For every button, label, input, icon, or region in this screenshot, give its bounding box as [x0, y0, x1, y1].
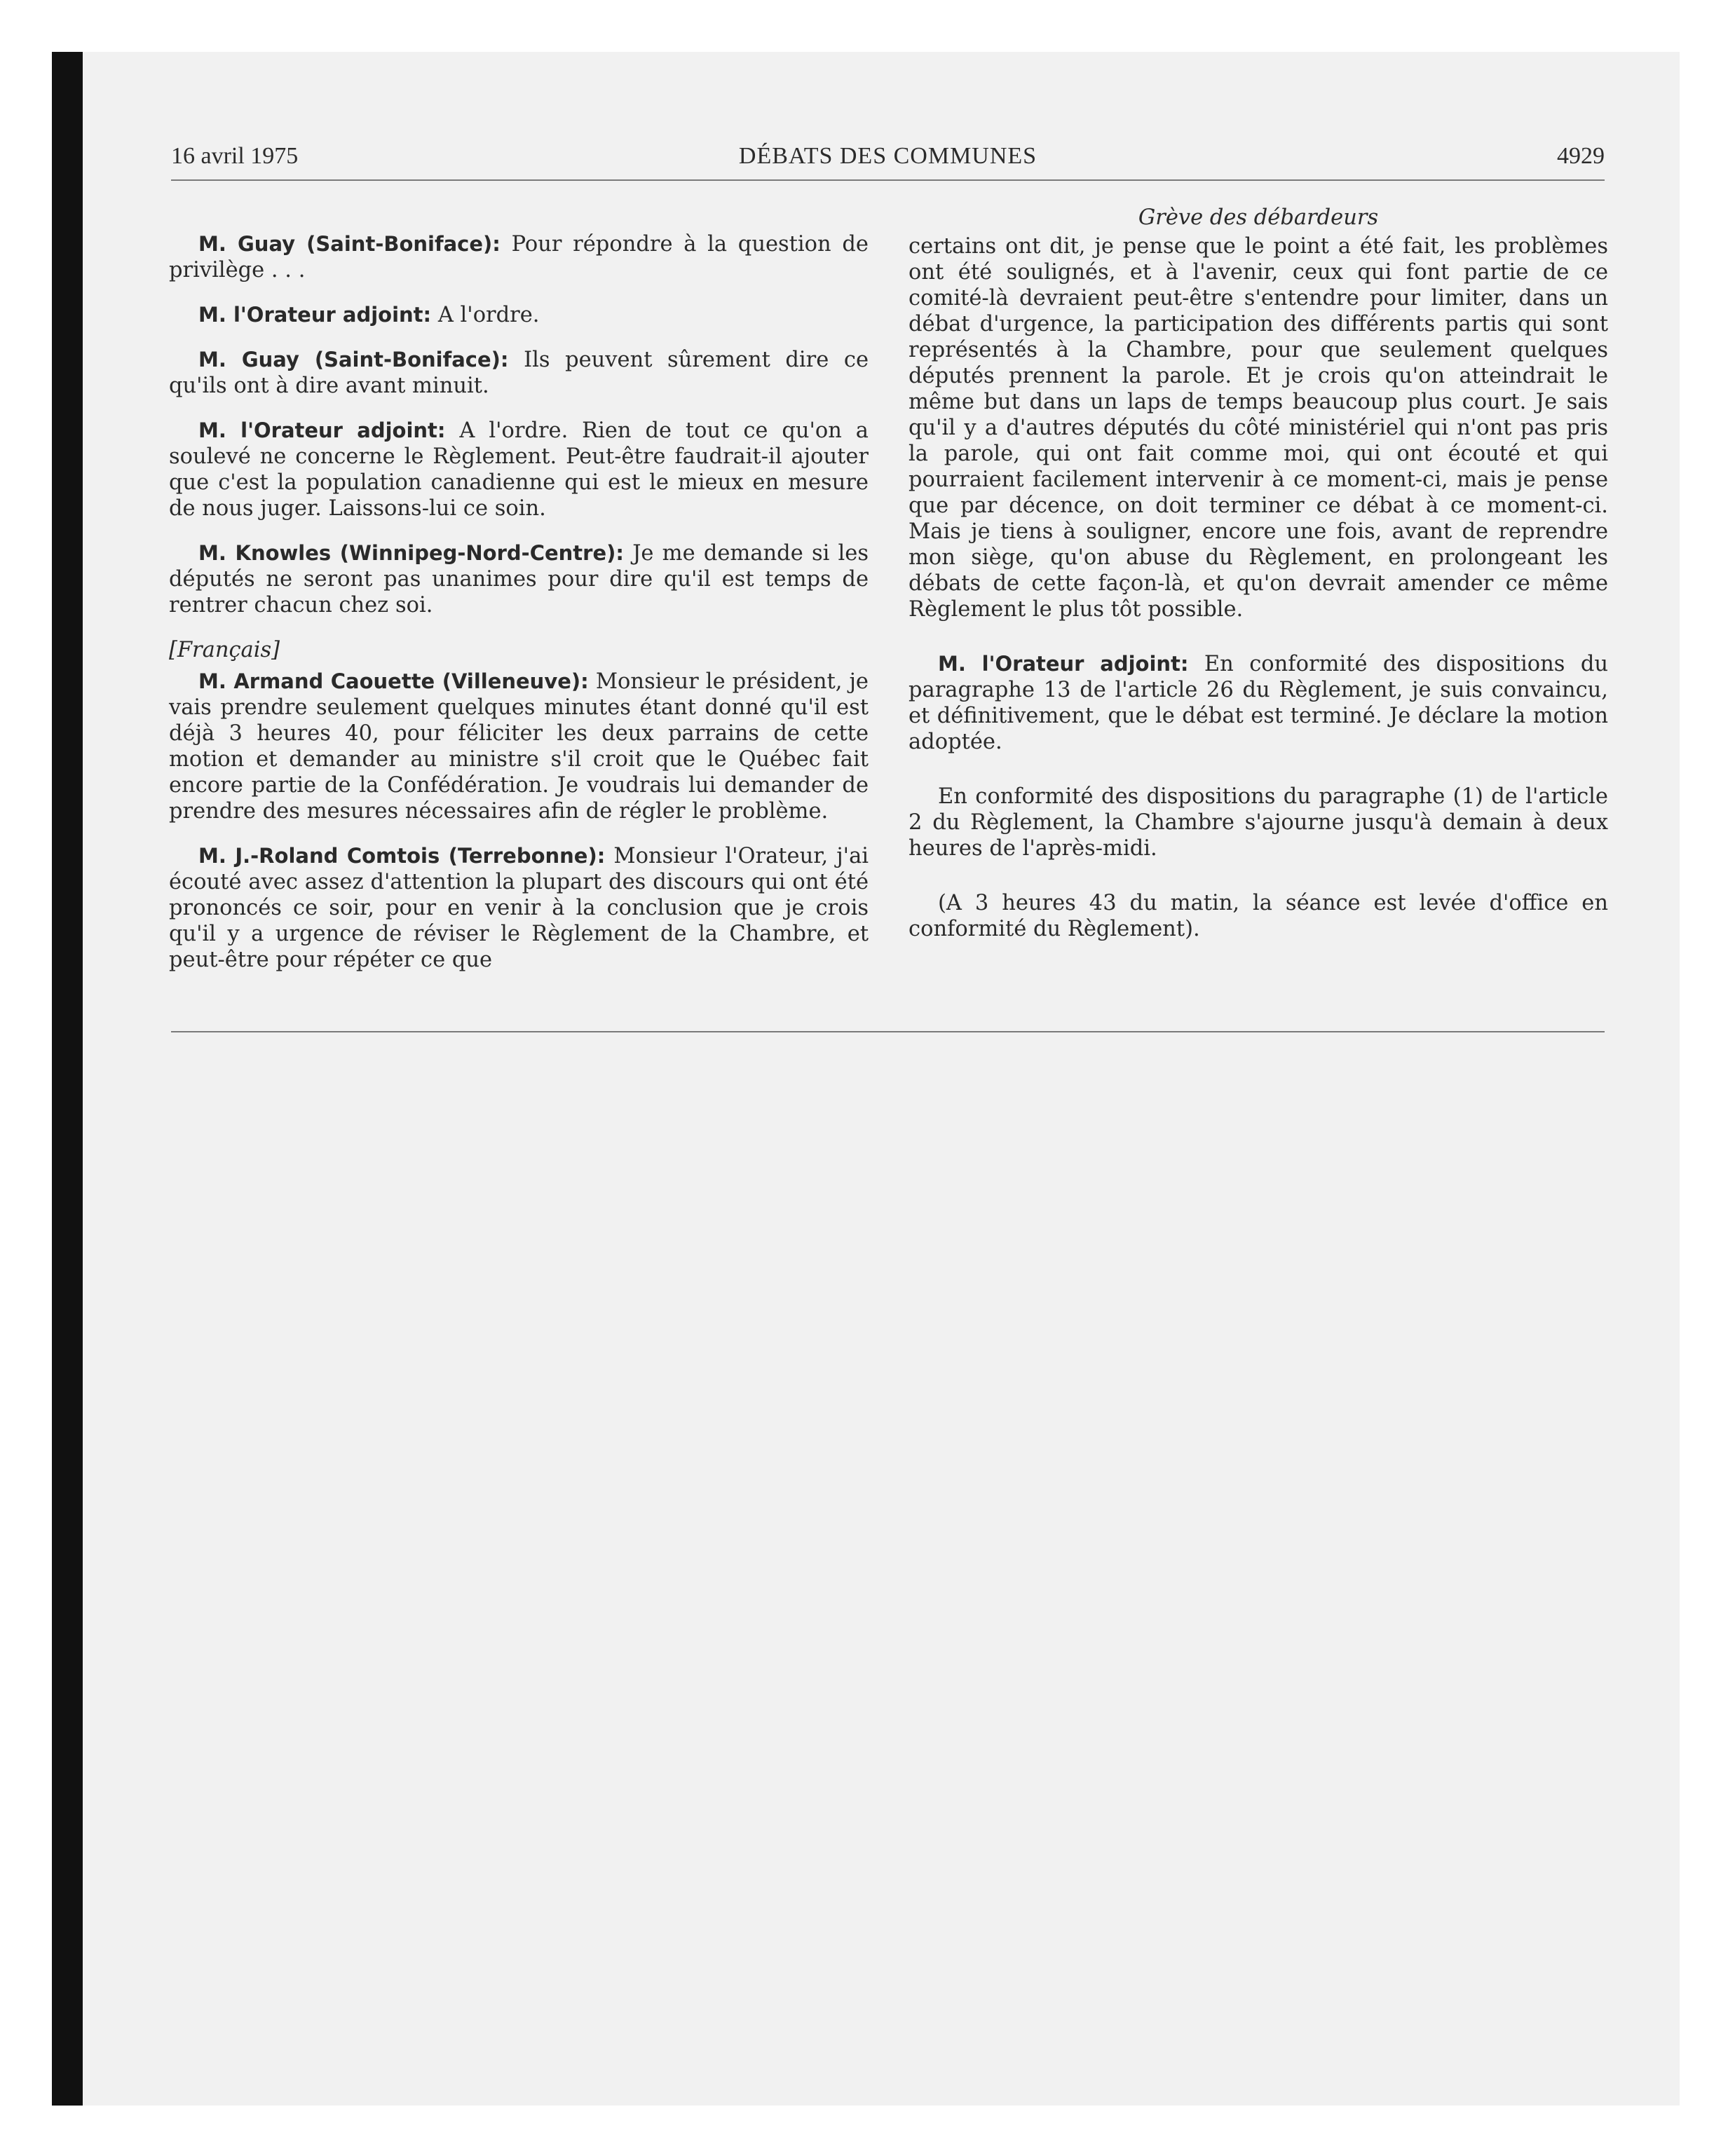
- speech-text: Je me demande si les députés ne seront pas unanimes pour dire qu'il est temps de rentrer chacun chez soi.: [169, 541, 869, 618]
- speech-text: En conformité des dispositions du paragraphe 13 de l'article 26 du Règlement, je suis convaincu, et définitivement, que le débat est terminé. Je déclare la motion adoptée.: [909, 652, 1608, 754]
- speech-text: A l'ordre. Rien de tout ce qu'on a soulevé ne concerne le Règlement. Peut-être faudrait-il ajouter que c'est la population canadienne qui est le mieux en mesure de nous juger. Laissons-lui ce soin.: [169, 418, 869, 521]
- speaker-name: M. J.-Roland Comtois (Terrebonne):: [198, 844, 606, 868]
- speech-text: Monsieur l'Orateur, j'ai écouté avec assez d'attention la plupart des discours qui ont été prononcés ce soir, pour en venir à la conclusion que je crois qu'il y a urgence de réviser le Règlement de la Chambre, et peut-être pour répéter ce que: [169, 844, 869, 972]
- paragraph: [909, 651, 1608, 755]
- paragraph: [169, 540, 869, 618]
- running-head: Grève des débardeurs: [1138, 205, 1379, 230]
- right-column: [909, 205, 1608, 961]
- speaker-name: M. Knowles (Winnipeg-Nord-Centre):: [198, 541, 624, 565]
- paragraph: [169, 347, 869, 399]
- paragraph: [169, 669, 869, 824]
- paragraph: [169, 302, 869, 328]
- paragraph: (A 3 heures 43 du matin, la séance est levée d'office en conformité du Règlement).: [909, 891, 1608, 941]
- header-date: 16 avril 1975: [171, 143, 299, 169]
- paragraph: [169, 418, 869, 521]
- speaker-name: M. l'Orateur adjoint:: [198, 303, 432, 327]
- footer-rule: [171, 1031, 1605, 1032]
- scan-binding-edge: [52, 52, 83, 2106]
- page-header: [171, 143, 1605, 179]
- paragraph: [169, 231, 869, 283]
- header-page-number: 4929: [1557, 143, 1605, 169]
- speaker-name: M. l'Orateur adjoint:: [198, 418, 446, 442]
- speech-text: Ils peuvent sûrement dire ce qu'ils ont à dire avant minuit.: [169, 348, 869, 398]
- language-note: [Français]: [169, 638, 280, 662]
- speaker-name: M. l'Orateur adjoint:: [938, 652, 1189, 676]
- paragraph: En conformité des dispositions du paragraphe (1) de l'article 2 du Règlement, la Chambre s'ajourne jusqu'à demain à deux heures de l'après-midi.: [909, 784, 1608, 861]
- speech-text: A l'ordre.: [431, 303, 540, 327]
- header-title: DÉBATS DES COMMUNES: [738, 143, 1037, 169]
- paragraph: [169, 843, 869, 973]
- speaker-name: M. Guay (Saint-Boniface):: [198, 348, 509, 371]
- speaker-name: M. Armand Caouette (Villeneuve):: [198, 669, 589, 693]
- header-rule: [171, 179, 1605, 181]
- speech-text: Monsieur le président, je vais prendre seulement quelques minutes étant donné qu'il est déjà 3 heures 40, pour féliciter les deux parrains de cette motion et demander au ministre s'il croit que le Québec fait encore partie de la Confédération. Je voudrais lui demander de prendre des mesures nécessaires afin de régler le problème.: [169, 669, 869, 824]
- speech-text: Pour répondre à la question de privilège . . .: [169, 232, 869, 282]
- paragraph: certains ont dit, je pense que le point a été fait, les problèmes ont été soulignés, et à l'avenir, ceux qui font partie de ce comité-là devraient peut-être s'entendre pour limiter, dans un débat d'urgence, la participation des différents partis qui sont représentés à la Chambre, pour que seulement quelques députés prennent la parole. Et je crois qu'on atteindrait le même but dans un laps de temps beaucoup plus court. Je sais qu'il y a d'autres députés du côté ministériel qui n'ont pas pris la parole, qui ont fait comme moi, qui ont écouté et qui pourraient facilement intervenir à ce moment-ci, mais je pense que par décence, on doit terminer ce débat à ce moment-ci. Mais je tiens à souligner, encore une fois, avant de reprendre mon siège, qu'on abuse du Règlement, en prolongeant les débats de cette façon-là, et qu'on devrait amender ce même Règlement le plus tôt possible.: [909, 234, 1608, 622]
- speaker-name: M. Guay (Saint-Boniface):: [198, 232, 501, 256]
- left-column: [169, 231, 869, 992]
